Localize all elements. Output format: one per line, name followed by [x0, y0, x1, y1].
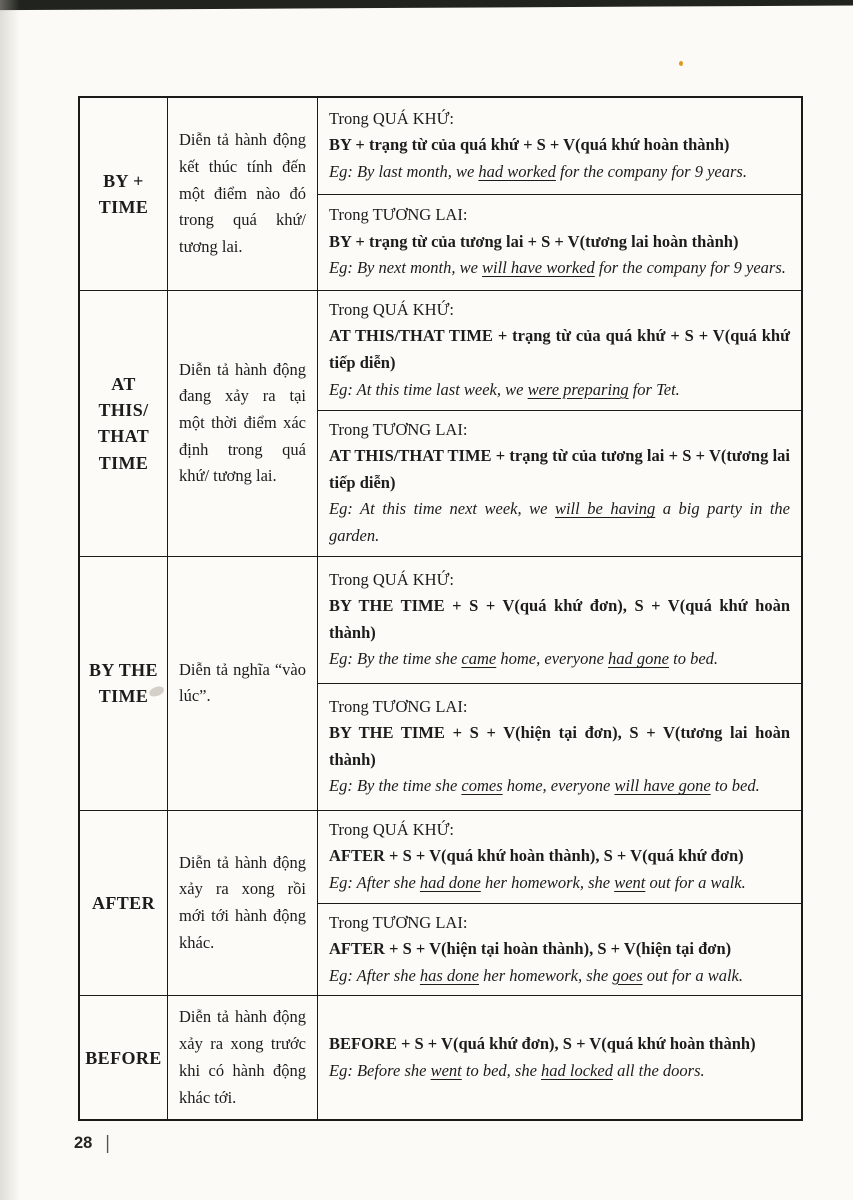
example-text: [329, 870, 790, 897]
term-label: TIME: [98, 452, 149, 473]
rule-section: [318, 291, 801, 410]
page-number-separator: |: [105, 1131, 110, 1154]
description-cell: [167, 557, 317, 810]
example-text: [329, 255, 790, 282]
scan-speck: [679, 61, 683, 66]
term-label: BY +: [103, 170, 144, 191]
scan-top-edge: [0, 0, 853, 13]
rule-section: [318, 194, 801, 291]
term-label: AT: [111, 374, 136, 395]
rule-section: [318, 557, 801, 683]
example-segment: to bed.: [668, 649, 719, 669]
rule-section: [318, 410, 801, 556]
example-text: [329, 1058, 790, 1085]
description-text: Diễn tả hành động đang xảy ra tại một thời điểm xác định trong quá khứ/ tương lai.: [179, 359, 306, 486]
rules-cell: [317, 291, 801, 556]
rule-section: [318, 996, 801, 1119]
example-segment: for the company for 9 years.: [555, 161, 747, 181]
table-row-by-the-time: [80, 556, 801, 810]
rule-section: [318, 683, 801, 810]
description-text: Diễn tả hành động kết thúc tính đến một điểm nào đó trong quá khứ/ tương lai.: [179, 130, 306, 257]
term-cell-by-time: [80, 98, 167, 290]
example-segment: to bed, she: [461, 1060, 542, 1080]
formula-text: BY THE TIME + S + V(hiện tại đơn), S + V(tương lai hoàn thành): [329, 722, 790, 769]
example-segment: home, everyone: [496, 649, 609, 669]
term-label: TIME: [98, 686, 149, 707]
term-label: THAT: [97, 426, 150, 447]
example-text: [329, 963, 790, 990]
table-row-at-this-that-time: [80, 290, 801, 556]
example-segment: all the doors.: [612, 1060, 705, 1080]
section-heading: Trong TƯƠNG LAI:: [329, 696, 468, 716]
example-underlined-phrase: had gone: [608, 649, 669, 669]
description-cell: [167, 291, 317, 556]
example-segment: to bed.: [710, 776, 760, 796]
example-segment: for Tet.: [628, 379, 680, 399]
section-heading: Trong TƯƠNG LAI:: [329, 205, 468, 225]
table-row-by-time: [80, 98, 801, 290]
formula-text: AT THIS/THAT TIME + trạng từ của tương lai + S + V(tương lai tiếp diễn): [329, 445, 790, 492]
example-underlined-phrase: has done: [419, 965, 480, 985]
example-underlined-phrase: comes: [461, 776, 503, 796]
rule-section: [318, 811, 801, 903]
example-text: [329, 646, 790, 673]
page-number: 28: [74, 1133, 93, 1152]
example-text: [329, 377, 790, 404]
term-label: TIME: [98, 197, 149, 217]
description-cell: [167, 98, 317, 290]
example-underlined-phrase: will have gone: [614, 776, 711, 796]
example-segment: her homework, she: [480, 872, 615, 892]
example-segment: Eg: After she: [329, 965, 420, 985]
example-segment: home, everyone: [502, 776, 615, 796]
rule-section: [318, 903, 801, 996]
example-segment: Eg: At this time next week, we: [329, 499, 555, 519]
formula-text: AFTER + S + V(quá khứ hoàn thành), S + V(quá khứ đơn): [329, 846, 744, 866]
example-text: [329, 773, 790, 800]
example-text: [329, 159, 790, 186]
example-segment: her homework, she: [479, 965, 613, 985]
grammar-table: [78, 96, 803, 1121]
example-text: [329, 496, 790, 549]
section-heading: Trong TƯƠNG LAI:: [329, 912, 468, 932]
example-underlined-phrase: will have worked: [482, 258, 595, 278]
example-segment: Eg: By last month, we: [329, 161, 479, 181]
example-segment: out for a walk.: [642, 965, 744, 985]
term-label: AFTER: [91, 893, 155, 914]
section-heading: Trong QUÁ KHỨ:: [329, 569, 454, 589]
example-segment: Eg: By next month, we: [329, 258, 483, 278]
term-label: BY THE: [89, 660, 158, 681]
example-segment: out for a walk.: [645, 872, 746, 892]
example-underlined-phrase: were preparing: [527, 379, 629, 399]
example-underlined-phrase: came: [461, 649, 497, 669]
formula-text: BY THE TIME + S + V(quá khứ đơn), S + V(quá khứ hoàn thành): [329, 595, 790, 642]
term-cell-after: [80, 811, 167, 996]
description-cell: [167, 811, 317, 996]
section-heading: Trong TƯƠNG LAI:: [329, 419, 468, 439]
term-label: BEFORE: [85, 1047, 162, 1068]
example-underlined-phrase: went: [614, 872, 646, 892]
rules-cell: [317, 811, 801, 996]
rule-section: [318, 98, 801, 194]
example-segment: Eg: After she: [329, 872, 420, 892]
scan-smudge: [148, 685, 165, 697]
description-text: Diễn tả hành động xảy ra xong rồi mới tới hành động khác.: [179, 852, 306, 952]
example-underlined-phrase: had locked: [541, 1060, 613, 1080]
rules-cell: [317, 98, 801, 290]
example-segment: Eg: By the time she: [329, 776, 462, 796]
formula-text: AT THIS/THAT TIME + trạng từ của quá khứ + S + V(quá khứ tiếp diễn): [329, 326, 790, 373]
formula-text: BY + trạng từ của tương lai + S + V(tương lai hoàn thành): [329, 231, 739, 251]
example-segment: Eg: Before she: [329, 1060, 431, 1080]
example-segment: for the company for 9 years.: [594, 258, 786, 278]
description-cell: [167, 996, 317, 1119]
scan-left-shadow: [0, 0, 20, 1200]
table-row-before: [80, 995, 801, 1119]
page-footer: [74, 1133, 110, 1153]
rules-cell: [317, 996, 801, 1119]
description-text: Diễn tả nghĩa “vào lúc”.: [179, 659, 306, 706]
section-heading: Trong QUÁ KHỨ:: [329, 819, 454, 839]
term-label: THIS/: [98, 400, 149, 421]
section-heading: Trong QUÁ KHỨ:: [329, 108, 454, 128]
term-cell-at-this-that-time: [80, 291, 167, 556]
rules-cell: [317, 557, 801, 810]
formula-text: BEFORE + S + V(quá khứ đơn), S + V(quá khứ hoàn thành): [329, 1034, 756, 1054]
description-text: Diễn tả hành động xảy ra xong trước khi có hành động khác tới.: [179, 1007, 306, 1107]
formula-text: AFTER + S + V(hiện tại hoàn thành), S + V(hiện tại đơn): [329, 939, 732, 959]
example-segment: Eg: At this time last week, we: [329, 379, 528, 399]
term-cell-before: [80, 996, 167, 1119]
example-segment: Eg: By the time she: [329, 649, 462, 669]
formula-text: BY + trạng từ của quá khứ + S + V(quá khứ hoàn thành): [329, 135, 730, 155]
table-row-after: [80, 810, 801, 996]
example-underlined-phrase: goes: [612, 965, 643, 985]
example-underlined-phrase: had worked: [478, 161, 556, 181]
example-underlined-phrase: went: [430, 1060, 462, 1080]
example-underlined-phrase: had done: [419, 872, 481, 892]
term-cell-by-the-time: [80, 557, 167, 810]
example-underlined-phrase: will be having: [554, 499, 656, 519]
section-heading: Trong QUÁ KHỨ:: [329, 300, 454, 319]
example-segment: a big party in the garden.: [329, 499, 790, 546]
